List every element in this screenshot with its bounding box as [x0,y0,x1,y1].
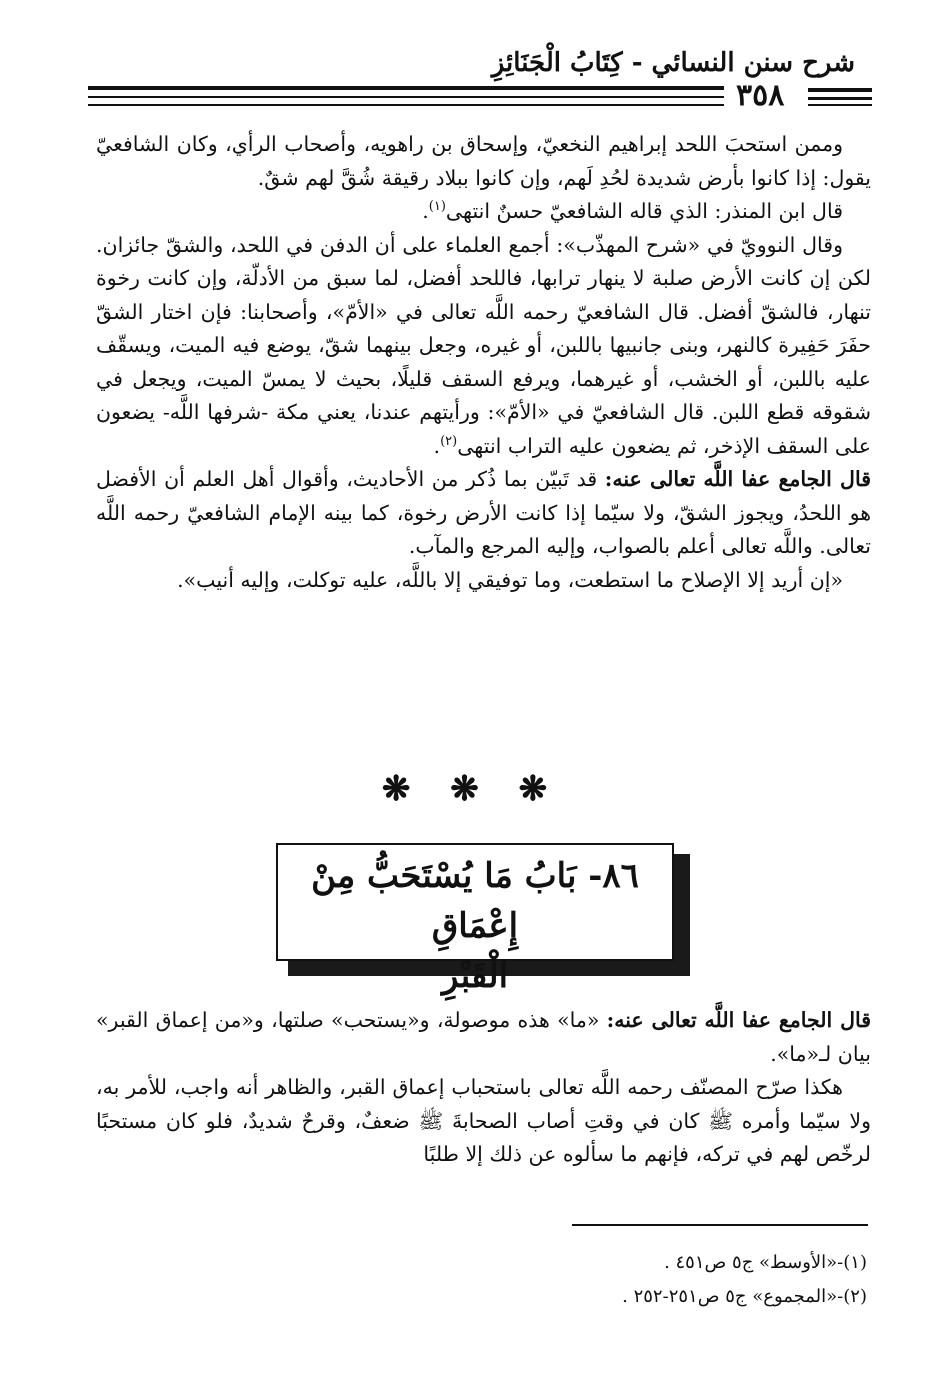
footnote-ref: (٢) [440,433,458,449]
paragraph: قال الجامع عفا اللَّه تعالى عنه: «ما» هذه موصولة، و«يستحب» صلتها، و«من إعماق القبر» بيان لـ«ما». [96,1008,872,1066]
page-number: ٣٥٨ [736,78,785,113]
paragraph: قال الجامع عفا اللَّه تعالى عنه: قد تَبيّن بما ذُكر من الأحاديث، وأقوال أهل العلم أن الأفضل هو اللحدُ، ويجوز الشقّ، ولا سيّما إذا كانت الأرض رخوة، كما بينه الإمام الشافعيّ رحمه اللَّه تعالى. واللَّه تعالى أعلم بالصواب، وإليه المرجع والمآب. [96,467,871,558]
page-number-rule [808,104,872,106]
footnote-rule [572,1224,868,1226]
author-note-label: قال الجامع عفا اللَّه تعالى عنه: [604,467,871,491]
footnote: (٢)-«المجموع» ج٥ ص٢٥١-٢٥٢ . [622,1286,867,1307]
author-note-label: قال الجامع عفا اللَّه تعالى عنه: [606,1008,872,1032]
running-header-title: شرح سنن النسائي - كِتَابُ الْجَنَائِزِ [491,48,855,78]
paragraph: قال ابن المنذر: الذي قاله الشافعيّ حسنٌ انتهى$^{(١)}$. [422,199,843,223]
page-number-rule [808,88,872,92]
section-separator: ❋ ❋ ❋ [381,769,562,809]
chapter-title-line: الْقَبْرِ [441,956,509,996]
footnote: (١)-«الأوسط» ج٥ ص٤٥١ . [664,1252,867,1273]
paragraph: وقال النوويّ في «شرح المهذّب»: أجمع العلماء على أن الدفن في اللحد، والشقّ جائزان. لكن إن كانت الأرض صلبة لا ينهار ترابها، فاللحد أفضل، لما سبق من الأدلّة، وإن كانت رخوة تنهار، فالشقّ أفضل. قال الشافعيّ رحمه اللَّه تعالى في «الأمّ»، وأصحابنا: فإن اختار الشقّ حفَرَ حَفِيرة كالنهر، وبنى جانبيها باللبن، أو غيره، وجعل بينهما شقّ، يوضع فيه الميت، ويسقّف عليه باللبن، أو الخشب، أو غيرهما، ويرفع السقف قليلًا، بحيث لا يمسّ الميت، ويجعل في شقوقه قطع اللبن. قال الشافعيّ في «الأمّ»: ورأيتهم عندنا، يعني مكة -شرفها اللَّه- يضعون على السقف الإذخر، ثم يضعون عليه التراب انتهى$^{(٢)}$. [96,232,871,458]
footnote-ref: (١) [428,199,446,215]
paragraph: وممن استحبَ اللحد إبراهيم النخعيّ، وإسحاق بن راهويه، وأصحاب الرأي، وكان الشافعيّ يقول: إذا كانوا بأرض شديدة لحُدِ لَهم، وإن كانوا ببلاد رقيقة شُقَّ لهم شقٌ. [96,132,871,190]
chapter-heading-box [276,843,674,996]
header-rule [88,96,724,98]
paragraph: هكذا صرّح المصنّف رحمه اللَّه تعالى باستحباب إعماق القبر، والظاهر أنه واجب، للأمر به، ولا سيّما وأمره ﷺ كان في وقتِ أصاب الصحابةَ ﷺ ضعفٌ، وقرحٌ شديدٌ، فلو كان مستحبًا لرخّص لهم في تركه، فإنهم ما سألوه عن ذلك إلا طلبًا [96,1075,871,1166]
header-rule [88,104,724,106]
body-text-section-1 [96,128,871,597]
page-number-rule [808,97,872,100]
footnotes [300,1246,867,1314]
paragraph-quote: «إن أريد إلا الإصلاح ما استطعت، وما توفيقي إلا باللَّه، عليه توكلت، وإليه أنيب». [177,567,843,592]
body-text-section-2 [96,1004,871,1172]
chapter-title-line: ٨٦- بَابُ مَا يُسْتَحَبُّ مِنْ إِعْمَاقِ [311,856,639,946]
header-rule [88,86,724,90]
